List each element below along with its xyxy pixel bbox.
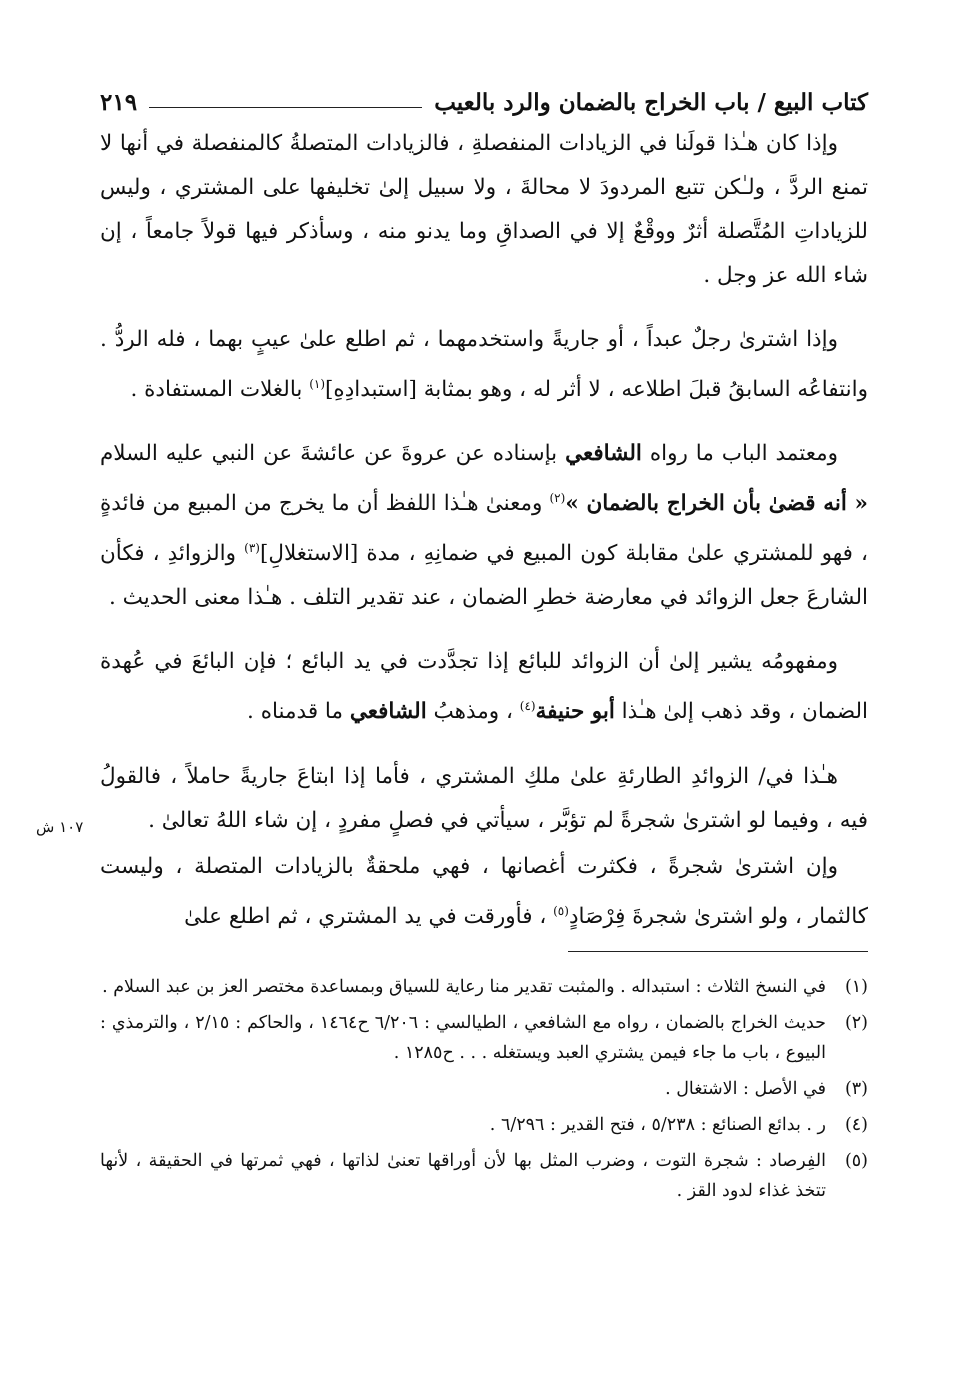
footnotes bbox=[100, 972, 868, 1206]
footnote-number: (٤) bbox=[844, 1114, 868, 1135]
header-title: كتاب البيع / باب الخراج بالضمان والرد بالعيب bbox=[434, 89, 868, 116]
paragraph-1: وإذا كان هـٰذا قولَنا في الزيادات المنفصلةِ ، فالزيادات المتصلةُ كالمنفصلة في أنها لا تمنع الردَّ ، ولـٰكن تتبع المردودَ لا محالةَ ، ولا سبيل إلىٰ تخليفها على المشتري ، وليس للزياداتِ المُتَّصلة أثرٌ ووقْعٌ إلا في الصداقِ وما يدنو منه ، وسأذكر فيها قولاً جامعاً ، إن شاء الله عز وجل . bbox=[100, 131, 868, 288]
page-number: ٢١٩ bbox=[100, 89, 138, 116]
name-abu-hanifa: أبو حنيفة bbox=[535, 699, 615, 725]
footnote-text: الفِرصاد : شجرة التوت ، وضرب المثل بها لأن أوراقها تعنىٰ لذاتها ، فهي ثمرتها في الحقيقة ، لأنها تتخذ غذاء لدود القز . bbox=[100, 1150, 826, 1201]
paragraph-3 bbox=[100, 432, 868, 620]
footnote-number: (٥) bbox=[844, 1150, 868, 1171]
main-text bbox=[100, 122, 868, 939]
margin-folio-note: ١٠٧ ش bbox=[36, 818, 84, 836]
footnote-ref-1: (١) bbox=[309, 377, 326, 391]
paragraph-6-text-b: ، فأورقت في يد المشتري ، ثم اطلع علىٰ bbox=[184, 903, 554, 929]
paragraph-3-text-a: ومعتمد الباب ما رواه bbox=[641, 441, 838, 467]
paragraph-3-text-f: والزوائدِ ، فكأن الشارعَ جعل الزوائد في معارضة خطرِ الضمان ، عند تقدير التلف . هـٰذا معنى الحديث . bbox=[100, 541, 868, 611]
paragraph-4-text-c: ، ومذهبُ bbox=[426, 699, 520, 725]
paragraph-2 bbox=[100, 318, 868, 412]
paragraph-4-text-e: ما قدمناه . bbox=[247, 699, 350, 725]
footnote-ref-5: (٥) bbox=[553, 903, 569, 918]
paragraph-6-text-a: وإن اشترىٰ شجرةً ، فكثرت أغصانها ، فهي ملحقةٌ بالزيادات المتصلة ، وليست كالثمار ، ولو اشترىٰ شجرةَ فِرْصَادٍ bbox=[100, 853, 868, 929]
paragraph-3-text-e: ومعنىٰ هـٰذا اللفظ أن ما يخرج من المبيع من فائدةٍ ، فهو للمشتري علىٰ مقابلة كون المبيع في ضمانِهِ ، مدة [الاستغلالِ] bbox=[100, 491, 868, 567]
footnote-number: (٣) bbox=[844, 1078, 868, 1099]
footnote-ref-3: (٣) bbox=[244, 541, 260, 556]
header-rule bbox=[149, 107, 422, 108]
footnote-item bbox=[100, 1074, 868, 1104]
paragraph-4 bbox=[100, 640, 868, 734]
name-shafii: الشافعي bbox=[565, 441, 642, 467]
paragraph-4-text-a: ومفهومُه يشير إلىٰ أن الزوائد للبائع إذا تجدَّدت في يد البائع ؛ فإن البائعَ في عُهدة الضمان ، وقد ذهب إلىٰ هـٰذا bbox=[100, 649, 868, 725]
footnote-item bbox=[100, 972, 868, 1002]
hadith-quote: « أنه قضىٰ بأن الخراج بالضمان » bbox=[565, 491, 868, 517]
footnote-text: في النسخ الثلاث : استبداله . والمثبت تقدير منا رعاية للسياق وبمساعدة مختصر العز بن عبد السلام . bbox=[102, 976, 826, 997]
footnote-ref-2: (٢) bbox=[549, 491, 566, 506]
footnote-item bbox=[100, 1008, 868, 1068]
footnote-text: ر . بدائع الصنائع : ٥/٢٣٨ ، فتح القدير : ٦/٢٩٦ . bbox=[489, 1114, 826, 1135]
footnote-item bbox=[100, 1146, 868, 1206]
book-page bbox=[100, 80, 868, 1212]
footnote-text: في الأصل : الاشتغال . bbox=[665, 1078, 826, 1099]
footnote-number: (٢) bbox=[844, 1012, 868, 1033]
paragraph-5: هـٰذا في/ الزوائدِ الطارئةِ علىٰ ملكِ المشتري ، فأما إذا ابتاعَ جاريةً حاملاً ، فالقولُ فيه ، وفيما لو اشترىٰ شجرةً لم تؤبَّر ، سيأتي في فصلٍ مفردٍ ، إن شاء اللهُ تعالىٰ . bbox=[100, 763, 868, 833]
paragraph-2-end: بالغلات المستفادة . bbox=[130, 377, 310, 403]
footnote-number: (١) bbox=[844, 976, 868, 997]
footnote-text: حديث الخراج بالضمان ، رواه مع الشافعي ، الطيالسي : ٦/٢٠٦ ح١٤٦٤ ، والحاكم : ٢/١٥ ، والترمذي : البيوع ، باب ما جاء فيمن يشتري العبد ويستغله . . . ح١٢٨٥ . bbox=[100, 1012, 826, 1063]
paragraph-6 bbox=[100, 845, 868, 939]
running-header bbox=[100, 80, 868, 116]
paragraph-2-text: وإذا اشترىٰ رجلٌ عبداً ، أو جاريةً واستخدمهما ، ثم اطلع علىٰ عيبٍ بهما ، فله الردُّ . وانتفاعُه السابقُ قبلَ اطلاعه ، لا أثر له ، وهو بمثابة [استبدادِهِ] bbox=[100, 327, 868, 403]
footnote-divider bbox=[568, 951, 868, 952]
paragraph-3-text-c: بإسناده عن عروةَ عن عائشةَ عن النبي عليه السلام bbox=[100, 441, 566, 467]
footnote-item bbox=[100, 1110, 868, 1140]
name-shafii-2: الشافعي bbox=[349, 699, 427, 725]
footnote-ref-4: (٤) bbox=[519, 699, 536, 714]
